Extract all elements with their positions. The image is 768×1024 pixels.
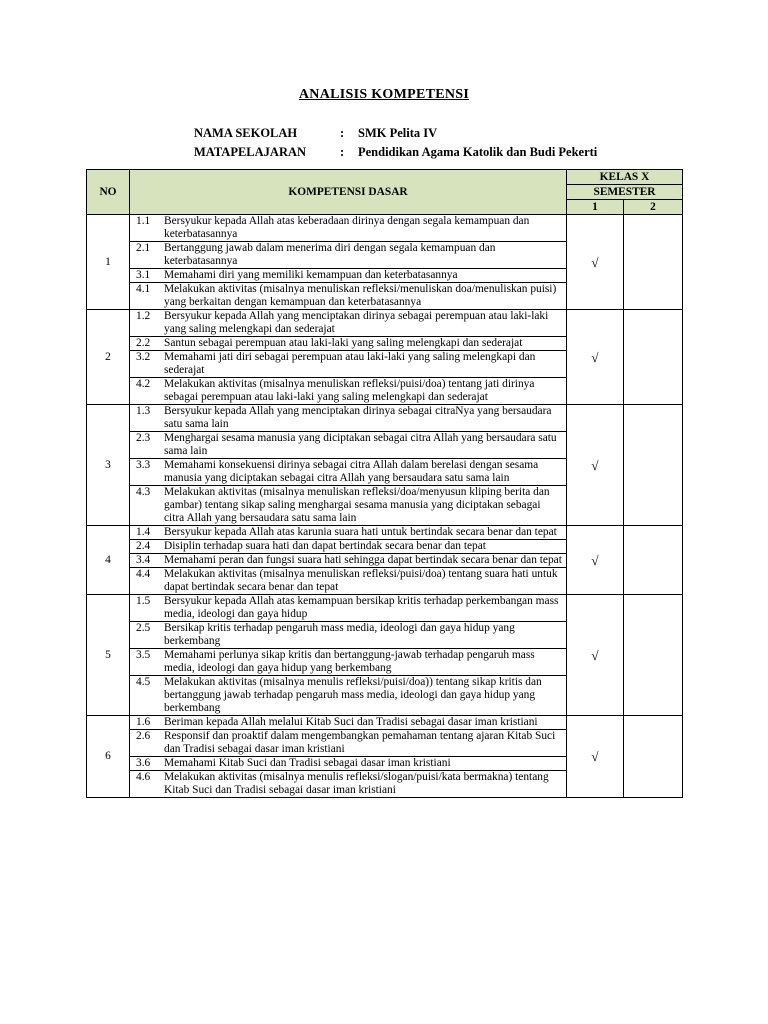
competency-cell <box>130 622 567 649</box>
competency-code: 4.3 <box>136 486 151 498</box>
check-icon: √ <box>591 349 599 365</box>
check-icon: √ <box>591 647 599 663</box>
check-icon: √ <box>591 457 599 473</box>
header-kelas: KELAS X <box>567 170 683 185</box>
competency-text: Bersyukur kepada Allah yang menciptakan dirinya sebagai citraNya yang bersaudara satu sama lain <box>164 405 552 430</box>
competency-text: Bersyukur kepada Allah atas karunia suara hati untuk bertindak secara benar dan tepat <box>164 526 557 538</box>
competency-text: Bertanggung jawab dalam menerima diri dengan segala kemampuan dan keterbatasannya <box>164 242 496 267</box>
competency-text: Melakukan aktivitas (misalnya menulis refleksi/puisi/doa)) tentang sikap kritis dan bertanggung jawab terhadap pengaruh mass media, ideologi dan gaya hidup yang berkembang <box>164 676 542 714</box>
competency-cell <box>130 554 567 568</box>
table-row <box>87 526 683 540</box>
competency-code: 2.3 <box>136 432 151 444</box>
competency-code: 2.1 <box>136 242 151 254</box>
header-no: NO <box>87 170 130 215</box>
competency-text: Disiplin terhadap suara hati dan dapat bertindak secara benar dan tepat <box>164 540 486 552</box>
semester-1-check-cell <box>567 716 624 798</box>
competency-cell <box>130 526 567 540</box>
competency-text: Bersyukur kepada Allah atas kemampuan bersikap kritis terhadap perkembangan mass media, ideologi dan gaya hidup <box>164 595 559 620</box>
semester-2-check-cell <box>624 405 683 526</box>
competency-cell <box>130 215 567 242</box>
competency-cell <box>130 269 567 283</box>
subject-colon: : <box>340 145 345 159</box>
competency-code: 4.5 <box>136 676 151 688</box>
row-number: 6 <box>87 716 130 798</box>
semester-2-check-cell <box>624 595 683 716</box>
competency-code: 1.5 <box>136 595 151 607</box>
competency-cell <box>130 649 567 676</box>
competency-text: Memahami jati diri sebagai perempuan atau laki-laki yang saling melengkapi dan sederajat <box>164 351 536 376</box>
competency-text: Menghargai sesama manusia yang diciptakan sebagai citra Allah yang bersaudara satu sama lain <box>164 432 557 457</box>
competency-cell <box>130 310 567 337</box>
competency-text: Memahami peran dan fungsi suara hati sehingga dapat bertindak secara benar dan tepat <box>164 554 562 566</box>
competency-code: 3.4 <box>136 554 151 566</box>
semester-1-check-cell <box>567 215 624 310</box>
competency-cell <box>130 405 567 432</box>
competency-cell <box>130 486 567 526</box>
subject-value: Pendidikan Agama Katolik dan Budi Pekerti <box>358 145 598 159</box>
competency-text: Beriman kepada Allah melalui Kitab Suci dan Tradisi sebagai dasar iman kristiani <box>164 716 538 728</box>
competency-code: 3.5 <box>136 649 151 661</box>
competency-text: Melakukan aktivitas (misalnya menuliskan refleksi/puisi/doa) tentang suara hati untuk dapat bertindak secara benar dan tepat <box>164 568 558 593</box>
competency-code: 4.1 <box>136 283 151 295</box>
row-number: 2 <box>87 310 130 405</box>
check-icon: √ <box>591 552 599 568</box>
competency-cell <box>130 730 567 757</box>
competency-text: Memahami Kitab Suci dan Tradisi sebagai dasar iman kristiani <box>164 757 451 769</box>
school-name-label: NAMA SEKOLAH <box>194 126 298 140</box>
competency-text: Responsif dan proaktif dalam mengembangkan pemahaman tentang ajaran Kitab Suci dan Tradisi sebagai dasar iman kristiani <box>164 730 556 755</box>
semester-2-check-cell <box>624 526 683 595</box>
competency-text: Memahami diri yang memiliki kemampuan dan keterbatasannya <box>164 269 458 281</box>
competency-cell <box>130 378 567 405</box>
competency-code: 3.3 <box>136 459 151 471</box>
competency-text: Bersikap kritis terhadap pengaruh mass media, ideologi dan gaya hidup yang berkembang <box>164 622 515 647</box>
competency-text: Bersyukur kepada Allah atas keberadaan dirinya dengan segala kemampuan dan keterbatasannya <box>164 215 530 240</box>
row-number: 4 <box>87 526 130 595</box>
competency-cell <box>130 337 567 351</box>
header-semester-2: 2 <box>624 200 683 215</box>
competency-cell <box>130 432 567 459</box>
competency-cell <box>130 568 567 595</box>
competency-cell <box>130 540 567 554</box>
competency-cell <box>130 351 567 378</box>
competency-cell <box>130 283 567 310</box>
table-row <box>87 595 683 622</box>
competency-code: 4.6 <box>136 771 151 783</box>
competency-cell <box>130 716 567 730</box>
table-row <box>87 215 683 242</box>
competency-text: Melakukan aktivitas (misalnya menuliskan refleksi/menuliskan doa/menuliskan puisi) yang berkaitan dengan kemampuan dan keterbatasannya <box>164 283 557 308</box>
competency-cell <box>130 459 567 486</box>
competency-code: 1.3 <box>136 405 151 417</box>
competency-code: 2.2 <box>136 337 151 349</box>
competency-text: Bersyukur kepada Allah yang menciptakan dirinya sebagai perempuan atau laki-laki yang saling melengkapi dan sederajat <box>164 310 549 335</box>
competency-cell <box>130 676 567 716</box>
check-icon: √ <box>591 254 599 270</box>
subject-label: MATAPELAJARAN <box>194 145 307 159</box>
competency-code: 3.2 <box>136 351 151 363</box>
competency-cell <box>130 595 567 622</box>
semester-2-check-cell <box>624 310 683 405</box>
header-kompetensi-dasar: KOMPETENSI DASAR <box>130 170 567 215</box>
competency-code: 4.4 <box>136 568 151 580</box>
competency-text: Santun sebagai perempuan atau laki-laki yang saling melengkapi dan sederajat <box>164 337 523 349</box>
competency-cell <box>130 757 567 771</box>
school-name-colon: : <box>340 126 345 140</box>
row-number: 3 <box>87 405 130 526</box>
semester-1-check-cell <box>567 405 624 526</box>
competency-text: Melakukan aktivitas (misalnya menuliskan refleksi/doa/menyusun kliping berita dan gambar) tentang sikap saling menghargai sesama manusia yang diciptakan sebagai citra Allah yang bersaudara satu sama lain <box>164 486 550 524</box>
table-row <box>87 716 683 730</box>
header-semester: SEMESTER <box>567 185 683 200</box>
document-title: ANALISIS KOMPETENSI <box>298 87 470 102</box>
competency-code: 1.6 <box>136 716 151 728</box>
competency-code: 1.1 <box>136 215 151 227</box>
competency-text: Memahami konsekuensi dirinya sebagai citra Allah dalam berelasi dengan sesama manusia yang diciptakan sebagai citra Allah yang bersaudara satu sama lain <box>164 459 539 484</box>
competency-cell <box>130 771 567 798</box>
competency-code: 2.5 <box>136 622 151 634</box>
competency-code: 2.4 <box>136 540 151 552</box>
semester-1-check-cell <box>567 526 624 595</box>
competency-code: 3.1 <box>136 269 151 281</box>
competency-text: Memahami perlunya sikap kritis dan bertanggung-jawab terhadap pengaruh mass media, ideologi dan gaya hidup yang berkembang <box>164 649 535 674</box>
competency-code: 1.4 <box>136 526 151 538</box>
header-semester-1: 1 <box>567 200 624 215</box>
table-row <box>87 310 683 337</box>
competency-text: Melakukan aktivitas (misalnya menulis refleksi/slogan/puisi/kata bermakna) tentang Kitab Suci dan Tradisi sebagai dasar iman kristiani <box>164 771 549 796</box>
competency-text: Melakukan aktivitas (misalnya menuliskan refleksi/puisi/doa) tentang jati dirinya sebagai perempuan atau laki-laki yang saling melengkapi dan sederajat <box>164 378 535 403</box>
competency-code: 3.6 <box>136 757 151 769</box>
school-name-value: SMK Pelita IV <box>358 126 438 140</box>
semester-1-check-cell <box>567 310 624 405</box>
semester-1-check-cell <box>567 595 624 716</box>
table-row <box>87 405 683 432</box>
semester-2-check-cell <box>624 215 683 310</box>
row-number: 5 <box>87 595 130 716</box>
competency-code: 1.2 <box>136 310 151 322</box>
semester-2-check-cell <box>624 716 683 798</box>
row-number: 1 <box>87 215 130 310</box>
competency-table <box>86 169 683 798</box>
competency-code: 4.2 <box>136 378 151 390</box>
competency-cell <box>130 242 567 269</box>
competency-code: 2.6 <box>136 730 151 742</box>
table-body <box>87 215 683 798</box>
check-icon: √ <box>591 749 599 764</box>
